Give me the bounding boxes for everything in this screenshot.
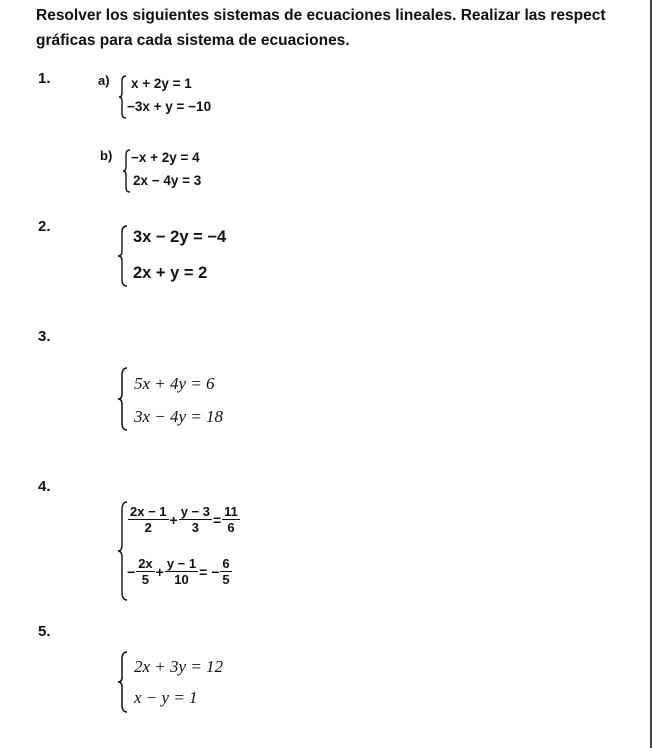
equation-2-2: 2x + y = 2 xyxy=(133,264,208,282)
equation-5-1: 2x + 3y = 12 xyxy=(134,657,224,676)
problem-5-number: 5. xyxy=(38,623,51,640)
denominator: 5 xyxy=(141,572,150,587)
numerator: 11 xyxy=(224,504,238,519)
equation-5-2: x − y = 1 xyxy=(134,688,198,707)
numerator: y − 3 xyxy=(180,504,210,519)
system-1a xyxy=(118,74,258,120)
system-3 xyxy=(117,366,277,432)
instructions-line-2: gráficas para cada sistema de ecuaciones. xyxy=(36,32,350,49)
brace-icon xyxy=(117,224,129,288)
problem-3-number: 3. xyxy=(38,328,51,345)
fraction xyxy=(179,504,212,535)
denominator: 3 xyxy=(191,520,199,535)
problem-4-number: 4. xyxy=(38,478,51,495)
problem-1-number: 1. xyxy=(38,70,51,87)
fraction xyxy=(222,504,240,535)
numerator: 6 xyxy=(222,556,230,571)
equation-3-1: 5x + 4y = 6 xyxy=(134,374,215,393)
denominator: 10 xyxy=(174,572,189,587)
fraction xyxy=(165,556,198,587)
fraction xyxy=(136,556,154,587)
brace-icon xyxy=(117,366,129,432)
equation-1b-1: −x + 2y = 4 xyxy=(131,150,200,165)
equation-1a-2: −3x + y = −10 xyxy=(127,99,212,114)
numerator: 2x xyxy=(138,556,153,571)
denominator: 6 xyxy=(227,520,235,535)
system-5 xyxy=(117,650,277,714)
problem-1a-label: a) xyxy=(98,73,110,88)
denominator: 5 xyxy=(222,572,230,587)
sign: − xyxy=(127,563,136,580)
equation-4-1 xyxy=(127,504,241,535)
equals-sign: = xyxy=(212,511,222,528)
equation-4-2 xyxy=(127,556,233,587)
fraction xyxy=(220,556,231,587)
numerator: y − 1 xyxy=(166,556,197,571)
instructions xyxy=(36,3,652,53)
numerator: 2x − 1 xyxy=(130,504,167,519)
equation-1a-1: x + 2y = 1 xyxy=(131,76,192,91)
brace-icon xyxy=(117,650,129,714)
operator: + xyxy=(169,511,178,528)
fraction xyxy=(128,504,169,535)
denominator: 2 xyxy=(144,520,152,535)
instructions-line-1: Resolver los siguientes sistemas de ecuaciones lineales. Realizar las respect xyxy=(36,7,606,24)
system-4 xyxy=(117,500,297,602)
equation-1b-2: 2x − 4y = 3 xyxy=(133,173,202,188)
equation-3-2: 3x − 4y = 18 xyxy=(134,407,224,426)
operator: + xyxy=(155,563,164,580)
problem-1b-label: b) xyxy=(100,148,113,163)
problem-2-number: 2. xyxy=(38,218,51,235)
system-1b xyxy=(122,148,262,194)
equals-sign: = − xyxy=(199,563,220,580)
system-2 xyxy=(117,224,277,288)
equation-2-1: 3x − 2y = −4 xyxy=(133,228,227,246)
